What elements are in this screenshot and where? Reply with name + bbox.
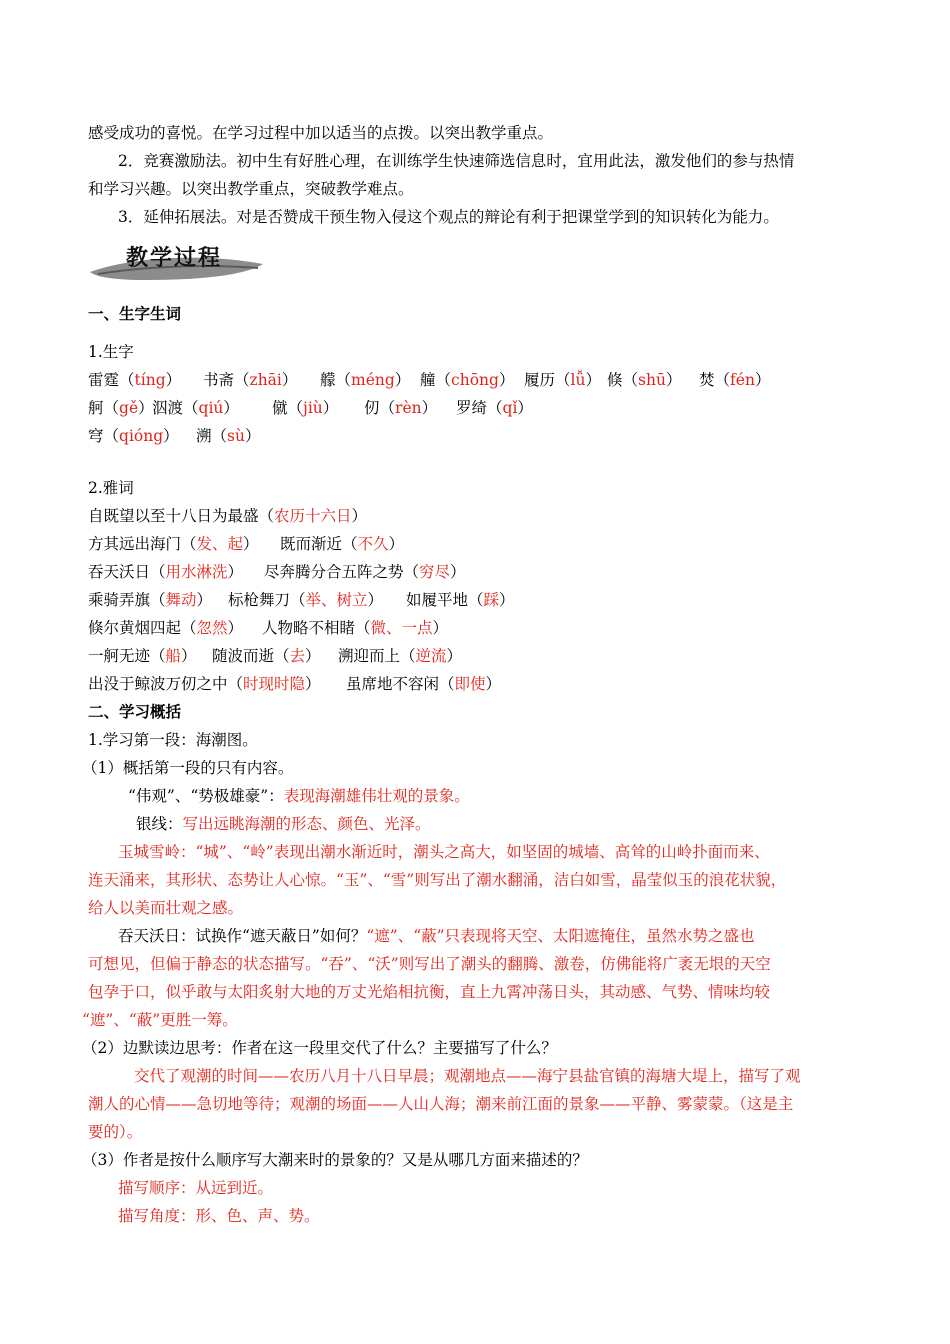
answer: 吞天沃日：试换作“遮天蔽日”如何？“遮”、“蔽”只表现将天空、太阳遮掩住，虽然水势之盛也 bbox=[118, 927, 755, 945]
answer: “伟观”、“势极雄豪”：表现海潮雄伟壮观的景象。 bbox=[128, 787, 470, 805]
word-row: 方其远出海门（发、起） 既而渐近（不久） bbox=[88, 535, 405, 553]
banner-title: 教学过程 bbox=[126, 245, 223, 271]
char-item: 罗绮（qǐ） bbox=[456, 399, 533, 417]
intro-line: 3．延伸拓展法。对是否赞成干预生物入侵这个观点的辩论有利于把课堂学到的知识转化为能力。 bbox=[118, 208, 779, 226]
answer-line: 交代了观潮的时间——农历八月十八日早晨；观潮地点——海宁县盐官镇的海塘大堤上，描写了观 bbox=[134, 1067, 801, 1085]
answer-line: 潮人的心情——急切地等待；观潮的场面——人山人海；潮来前江面的景象——平静、雾蒙蒙。（这是主 bbox=[88, 1095, 794, 1113]
char-item: 履历（lǚ） bbox=[524, 371, 601, 389]
char-item: 舸（gě） bbox=[88, 399, 154, 417]
answer-line: 可想见，但偏于静态的状态描写。“吞”、“沃”则写出了潮头的翻腾、激卷，仿佛能将广袤无垠的天空 bbox=[88, 955, 771, 973]
answer-line: 描写顺序：从远到近。 bbox=[118, 1179, 274, 1197]
word-row: 倏尔黄烟四起（忽然） 人物略不相睹（微、一点） bbox=[88, 619, 449, 637]
question: （2）边默读边思考：作者在这一段里交代了什么？主要描写了什么？ bbox=[82, 1039, 557, 1057]
word-row: 出没于鲸波万仞之中（时现时隐） 虽席地不容闲（即使） bbox=[88, 675, 502, 693]
question: （3）作者是按什么顺序写大潮来时的景象的？又是从哪几方面来描述的？ bbox=[82, 1151, 588, 1169]
intro-line: 和学习兴趣。以突出教学重点，突破教学难点。 bbox=[88, 180, 414, 198]
section-heading: 二、学习概括 bbox=[88, 703, 182, 721]
answer-line: 要的）。 bbox=[88, 1123, 143, 1141]
char-item: 艨（méng） bbox=[320, 371, 411, 389]
section-heading: 一、生字生词 bbox=[88, 305, 182, 323]
answer-line: 玉城雪岭：“城”、“岭”表现出潮水渐近时，潮头之高大，如坚固的城墙、高耸的山岭扑面而来、 bbox=[118, 843, 770, 861]
char-item: 僦（jiù） bbox=[272, 399, 339, 417]
answer: 银线：写出远眺海潮的形态、颜色、光泽。 bbox=[136, 815, 431, 833]
intro-line: 2．竞赛激励法。初中生有好胜心理，在训练学生快速筛选信息时，宜用此法，激发他们的参与热情 bbox=[118, 152, 795, 170]
char-item: 艟（chōng） bbox=[420, 371, 515, 389]
word-row: 吞天沃日（用水淋洗） 尽奔腾分合五阵之势（穷尽） bbox=[88, 563, 466, 581]
section-banner bbox=[88, 238, 268, 284]
char-item: 雷霆（tíng） bbox=[88, 371, 182, 389]
char-item: 焚（fén） bbox=[699, 371, 771, 389]
question: （1）概括第一段的只有内容。 bbox=[82, 759, 294, 777]
char-item: 穹（qióng） bbox=[88, 427, 179, 445]
answer-line: 包孕于口，似乎敢与太阳炙射大地的万丈光焰相抗衡，直上九霄冲荡日头，其动感、气势、情味均较 bbox=[88, 983, 771, 1001]
paragraph: 1.学习第一段：海潮图。 bbox=[88, 731, 258, 749]
subheading: 2.雅词 bbox=[88, 479, 134, 497]
char-item: 仞（rèn） bbox=[364, 399, 438, 417]
char-item: 泅渡（qiú） bbox=[152, 399, 239, 417]
answer-line: 描写角度：形、色、声、势。 bbox=[118, 1207, 320, 1225]
answer-line: “遮”、“蔽”更胜一筹。 bbox=[82, 1011, 238, 1029]
subheading: 1.生字 bbox=[88, 343, 134, 361]
char-item: 书斋（zhāi） bbox=[203, 371, 298, 389]
word-row: 自既望以至十八日为最盛（农历十六日） bbox=[88, 507, 368, 525]
word-row: 乘骑弄旗（舞动） 标枪舞刀（举、树立） 如履平地（踩） bbox=[88, 591, 515, 609]
char-item: 溯（sù） bbox=[196, 427, 261, 445]
answer-line: 给人以美而壮观之感。 bbox=[88, 899, 244, 917]
char-item: 倏（shū） bbox=[607, 371, 682, 389]
answer-line: 连天涌来，其形状、态势让人心惊。“玉”、“雪”则写出了潮水翻涌，洁白如雪，晶莹似玉的浪花状貌， bbox=[88, 871, 787, 889]
intro-line: 感受成功的喜悦。在学习过程中加以适当的点拨。以突出教学重点。 bbox=[88, 124, 554, 142]
word-row: 一舸无迹（船） 随波而逝（去） 溯迎而上（逆流） bbox=[88, 647, 463, 665]
